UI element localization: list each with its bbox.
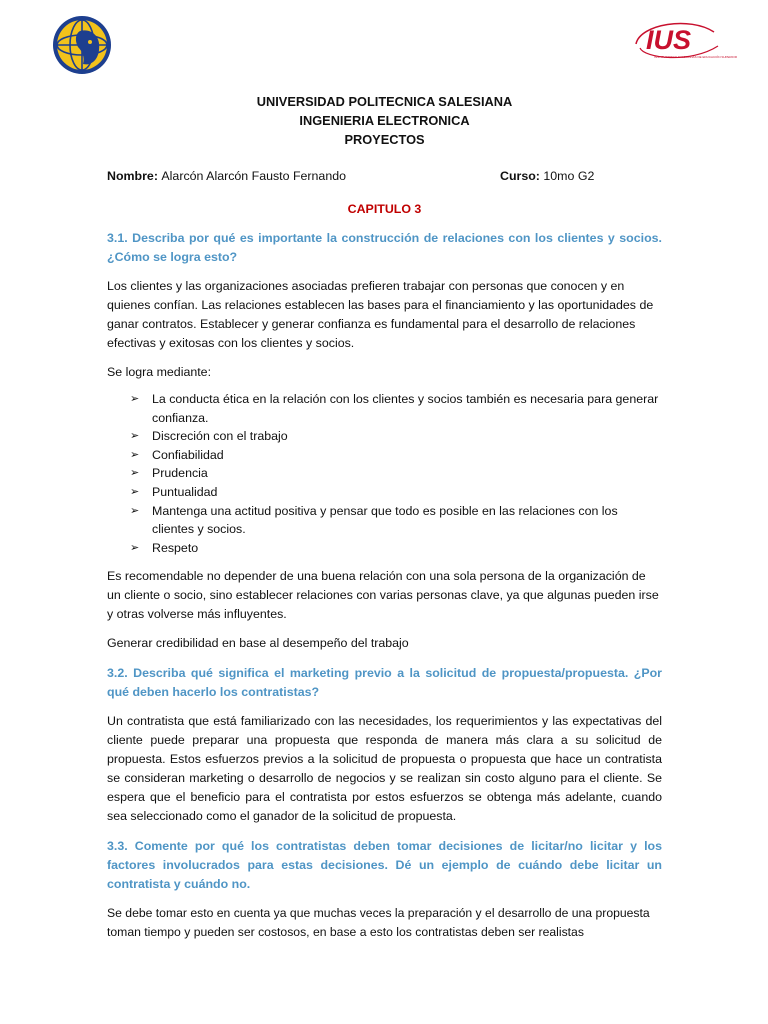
- ius-logo: [630, 18, 738, 64]
- faculty-title: INGENIERIA ELECTRONICA: [299, 113, 470, 128]
- list-item: ➢ La conducta ética en la relación con los clientes y socios también es necesaria para generar confianza.: [152, 390, 662, 427]
- answer-3-3: Se debe tomar esto en cuenta ya que muchas veces la preparación y el desarrollo de una propuesta toman tiempo y pueden ser costosos, en base a esto los contratistas deben ser realistas: [107, 906, 650, 939]
- answer-3-1: Los clientes y las organizaciones asociadas prefieren trabajar con personas que conocen y en quienes confían. Las relaciones establecen las bases para el financiamiento y las oportunidades de ganar contratos. Establecer y generar confianza es fundamental para el desarrollo de relaciones efectivas y exitosas con los clientes y socios.: [107, 279, 654, 350]
- document-page: [107, 92, 662, 942]
- student-info: [107, 167, 662, 186]
- answer-3-1-paragraph2: Es recomendable no depender de una buena relación con una sola persona de la organización de un cliente o socio, sino establecer relaciones con varias personas clave, ya que algunas pueden irse y otras volverse más influyentes.: [107, 569, 659, 622]
- list-item: ➢ Prudencia: [152, 464, 662, 483]
- chapter-heading: CAPITULO 3: [347, 202, 422, 216]
- course-value: 10mo G2: [543, 169, 595, 183]
- question-3-2: 3.2. Describa qué significa el marketing previo a la solicitud de propuesta/propuesta. ¿Por qué deben hacerlo los contratistas?: [107, 666, 662, 700]
- university-title: UNIVERSIDAD POLITECNICA SALESIANA: [256, 94, 513, 109]
- list-item: ➢ Discreción con el trabajo: [152, 427, 662, 446]
- list-item: ➢ Confiabilidad: [152, 446, 662, 465]
- university-logo: [52, 15, 112, 75]
- logo-right-subtitle: INSTITUCIONES SALESIANAS DE EDUCACIÓN SUPERIOR: [654, 55, 738, 59]
- list-item: ➢ Mantenga una actitud positiva y pensar que todo es posible en las relaciones con los clientes y socios.: [152, 502, 662, 539]
- question-3-3: 3.3. Comente por qué los contratistas deben tomar decisiones de licitar/no licitar y los factores involucrados para estas decisiones. Dé un ejemplo de cuándo debe licitar un contratista y cuándo no.: [107, 839, 662, 892]
- question-3-1: 3.1. Describa por qué es importante la construcción de relaciones con los clientes y socios. ¿Cómo se logra esto?: [107, 231, 662, 264]
- list-item: ➢ Puntualidad: [152, 483, 662, 502]
- answer-3-1-intro: Se logra mediante:: [107, 365, 212, 379]
- course-title: PROYECTOS: [344, 132, 425, 147]
- list-item: ➢ Respeto: [152, 539, 662, 558]
- answer-3-2: Un contratista que está familiarizado con las necesidades, los requerimientos y las expectativas del cliente puede preparar una propuesta que responda de manera más clara a su solicitud de propuesta. Estos esfuerzos previos a la solicitud de propuesta o propuesta que hace un contratista se consideran marketing o desarrollo de negocios y se realizan sin costo alguno para el cliente. Se espera que el beneficio para el contratista por estos esfuerzos se obtenga más adelante, cuando sea seleccionado como el ganador de la solicitud de propuesta.: [107, 714, 662, 824]
- name-value: Alarcón Alarcón Fausto Fernando: [161, 169, 346, 183]
- course-label: Curso:: [500, 169, 540, 183]
- bullet-list: [107, 390, 662, 557]
- logo-right-text: IUS: [646, 25, 692, 55]
- answer-3-1-paragraph3: Generar credibilidad en base al desempeño del trabajo: [107, 636, 409, 651]
- name-label: Nombre:: [107, 169, 158, 183]
